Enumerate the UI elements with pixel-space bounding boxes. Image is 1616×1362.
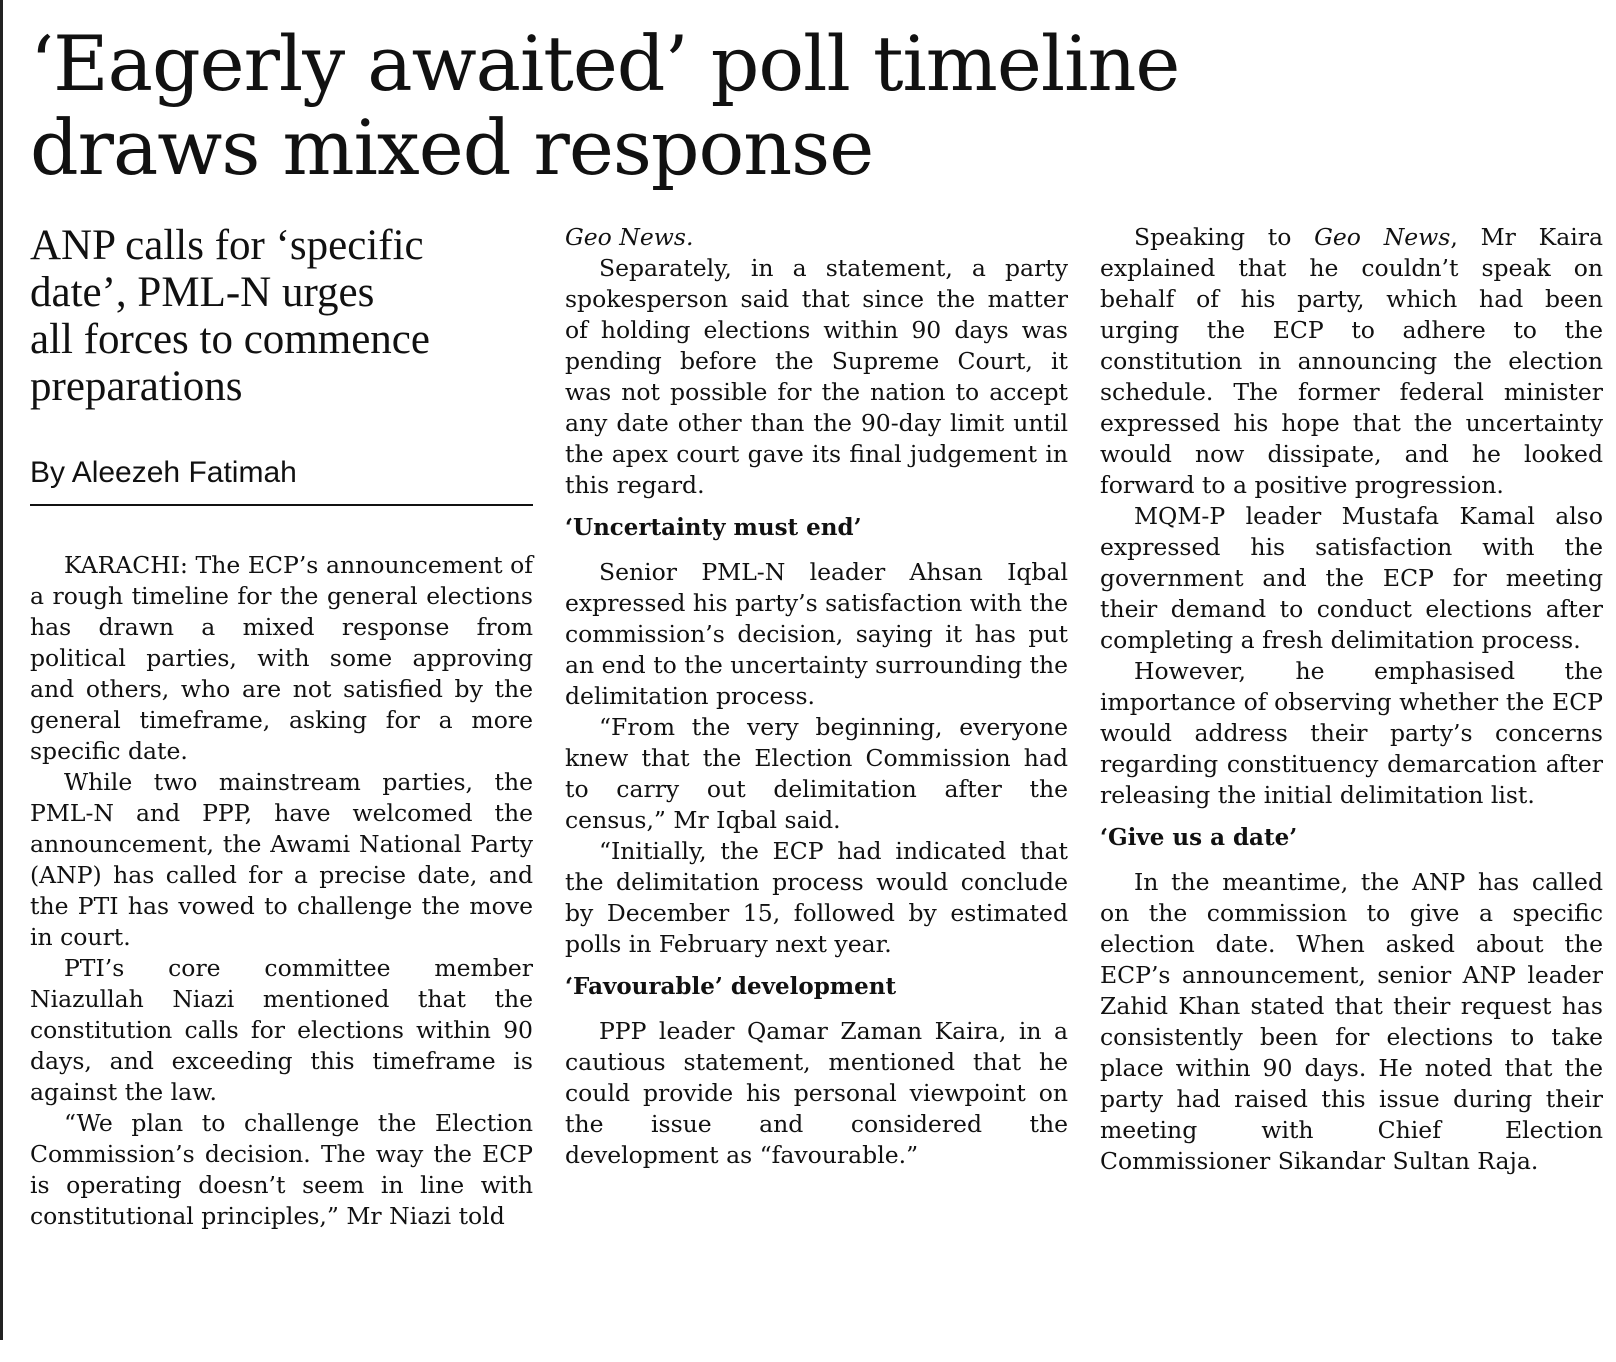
paragraph: However, he emphasised the importance of observing whether the ECP would address their party’s concerns regarding constituency demarcation after releasing the initial delimitation list. [1100, 657, 1603, 809]
paragraph: KARACHI: The ECP’s announcement of a rough timeline for the general elections has drawn a mixed response from political parties, with some approving and others, who are not satisfied by the general timeframe, asking for a more specific date. [30, 551, 533, 765]
deck [30, 222, 533, 410]
headline-line-1: ‘Eagerly awaited’ poll timeline [30, 19, 1180, 108]
deck-line-4: preparations [30, 363, 243, 410]
headline [30, 19, 1590, 192]
text-run: Speaking to [1134, 223, 1315, 251]
paragraph: PTI’s core committee member Niazullah Niazi mentioned that the constitution calls for elections within 90 days, and exceeding this timeframe is against the law. [30, 954, 533, 1106]
headline-line-2: draws mixed response [30, 103, 874, 192]
paragraph: Senior PML-N leader Ahsan Iqbal expressed his party’s satisfaction with the commission’s decision, saying it has put an end to the uncertainty surrounding the delimitation process. [565, 558, 1068, 710]
paragraph: PPP leader Qamar Zaman Kaira, in a cautious statement, mentioned that he could provide his personal viewpoint on the issue and considered the development as “favourable.” [565, 1017, 1068, 1169]
paragraph: Separately, in a statement, a party spokesperson said that since the matter of holding elections within 90 days was pending before the Supreme Court, it was not possible for the nation to accept any date other than the 90-day limit until the apex court gave its final judgement in this regard. [565, 254, 1068, 499]
subheading: ‘Favourable’ development [565, 973, 897, 1000]
deck-line-3: all forces to commence [30, 316, 430, 363]
paragraph: “We plan to challenge the Election Commission’s decision. The way the ECP is operating doesn’t seem in line with constitutional principles,” Mr Niazi told [30, 1109, 533, 1230]
paragraph-continuation [565, 222, 1068, 253]
source-name: Geo News [1314, 223, 1451, 251]
column-2 [565, 222, 1068, 1171]
paragraph: In the meantime, the ANP has called on the commission to give a specific election date. When asked about the ECP’s announcement, senior ANP leader Zahid Khan stated that their request has consistently been for elections to take place within 90 days. He noted that the party had raised this issue during their meeting with Chief Election Commissioner Sikandar Sultan Raja. [1100, 868, 1603, 1175]
subheading: ‘Uncertainty must end’ [565, 514, 862, 541]
paragraph [1100, 222, 1603, 501]
column-3 [1100, 222, 1603, 1177]
byline: By Aleezeh Fatimah [30, 456, 533, 506]
deck-line-1: ANP calls for ‘specific [30, 222, 424, 269]
paragraph: “Initially, the ECP had indicated that the delimitation process would conclude by December 15, followed by estimated polls in February next year. [565, 837, 1068, 958]
page-left-border [0, 0, 3, 1340]
source-name: Geo News. [565, 223, 694, 251]
paragraph: MQM-P leader Mustafa Kamal also expressed his satisfaction with the government and the ECP for meeting their demand to conduct elections after completing a fresh delimitation process. [1100, 502, 1603, 654]
text-run: , Mr Kaira explained that he couldn’t speak on behalf of his party, which had been urging the ECP to adhere to the constitution in announcing the election schedule. The former federal minister expressed his hope that the uncertainty would now dissipate, and he looked forward to a positive progression. [1100, 223, 1603, 499]
paragraph: While two mainstream parties, the PML-N and PPP, have welcomed the announcement, the Awami National Party (ANP) has called for a precise date, and the PTI has vowed to challenge the move in court. [30, 768, 533, 951]
paragraph: “From the very beginning, everyone knew that the Election Commission had to carry out delimitation after the census,” Mr Iqbal said. [565, 713, 1068, 834]
subheading: ‘Give us a date’ [1100, 824, 1298, 851]
deck-line-2: date’, PML-N urges [30, 269, 375, 316]
column-1 [30, 222, 533, 1232]
